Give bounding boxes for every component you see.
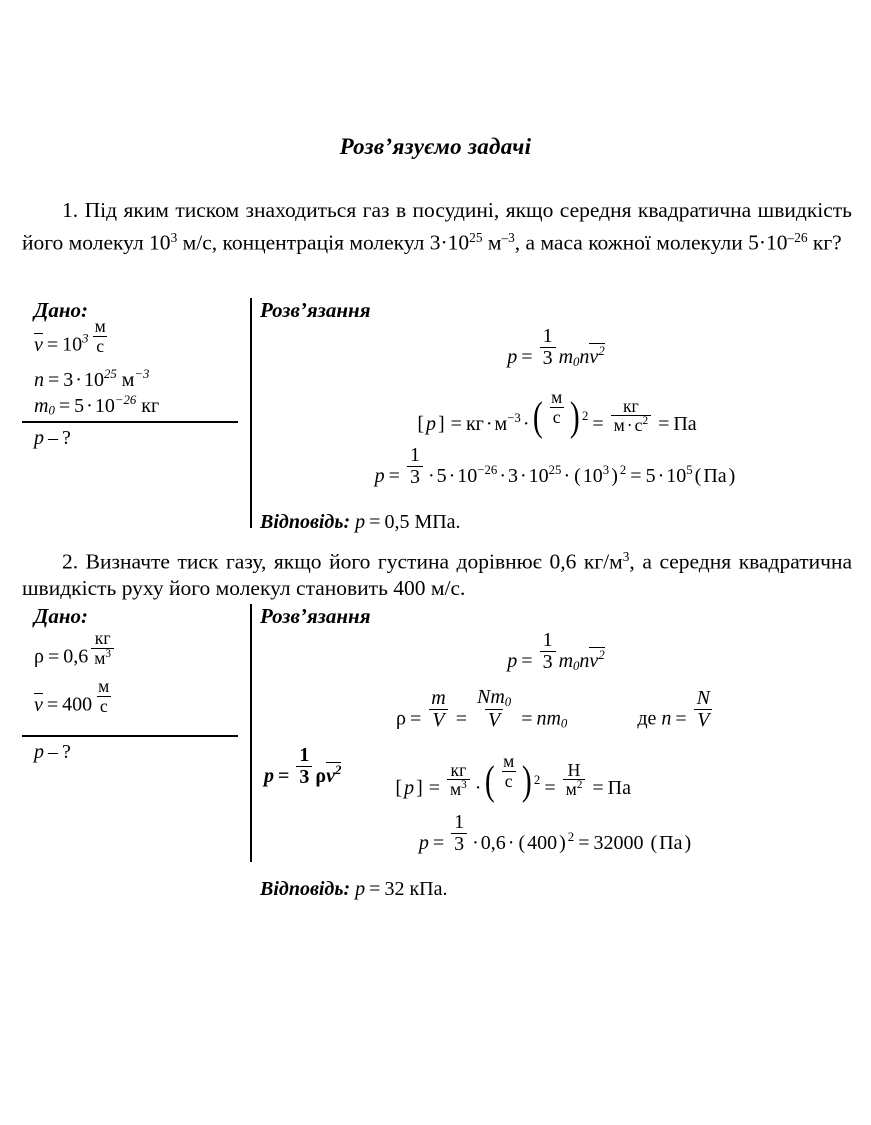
density-symbol: ρ	[395, 707, 406, 730]
paren-open: (	[650, 831, 658, 854]
equals-sign: =	[46, 693, 59, 716]
bracket-close: ]	[416, 777, 423, 800]
pressure-symbol: p	[374, 465, 385, 488]
unit-kilogram: кг	[94, 628, 111, 649]
given-line-velocity	[34, 316, 246, 365]
equals-sign: =	[47, 645, 60, 668]
equals-sign: =	[455, 707, 467, 730]
one-third-fraction	[407, 445, 423, 488]
result-coefficient: 5	[645, 465, 656, 488]
velocity-value: 10	[62, 333, 83, 356]
pressure-symbol: p	[264, 765, 274, 788]
velocity-value: 400	[527, 831, 558, 854]
unit-velocity-group	[531, 387, 589, 440]
formula-density-derivation	[260, 686, 852, 742]
unit-velocity-fraction	[500, 752, 517, 790]
volume-symbol: V	[485, 709, 503, 731]
bracket-open: [	[395, 777, 403, 800]
concentration-coefficient: 3	[507, 465, 518, 488]
paren-open: (	[485, 757, 496, 804]
pressure-symbol: p	[418, 831, 429, 854]
unit-second: с	[550, 407, 564, 426]
one-third-fraction	[540, 630, 556, 673]
unit-kilogram: кг	[465, 413, 484, 435]
given-separator-rule	[22, 735, 238, 737]
answer-label: Відповідь:	[260, 511, 351, 534]
problem-1-text-mid-2: м	[482, 230, 502, 255]
solution-heading: Розв’язання	[260, 604, 371, 628]
unit-meter: м	[94, 647, 106, 668]
concentration-symbol: n	[579, 650, 590, 673]
unit-pascal: Па	[659, 831, 683, 854]
mass-base: 10	[457, 465, 478, 488]
volume-symbol: V	[694, 709, 712, 731]
newton-per-square-meter-fraction	[563, 761, 586, 799]
equals-sign: =	[409, 707, 422, 730]
unit-kilogram: кг	[450, 760, 467, 780]
multiplication-dot: ·	[563, 465, 571, 488]
paren-open: (	[533, 393, 544, 439]
numerator-one: 1	[409, 444, 420, 467]
unit-megapascal: МПа.	[414, 511, 461, 534]
unit-pascal: Па	[673, 413, 697, 435]
number-symbol: N	[696, 686, 711, 709]
equals-sign: =	[46, 333, 59, 356]
equals-sign: =	[630, 465, 642, 488]
unit-result-fraction	[611, 397, 651, 435]
velocity-exponent: 3	[82, 331, 89, 346]
problem-1-solution-block	[22, 298, 852, 534]
denominator-three: 3	[540, 347, 556, 369]
equals-sign: =	[592, 777, 604, 800]
equals-sign: =	[544, 777, 556, 800]
pressure-symbol: p	[404, 777, 415, 800]
problem-1-statement	[22, 197, 852, 256]
unit-second: с	[502, 771, 516, 790]
equals-sign: =	[58, 394, 71, 417]
mass-symbol: m	[34, 394, 49, 417]
concentration-symbol: n	[661, 707, 672, 730]
velocity-symbol: v	[34, 333, 43, 356]
paren-open: (	[574, 465, 581, 488]
paren-open: (	[694, 465, 702, 488]
pressure-symbol: p	[355, 511, 366, 534]
numerator-one: 1	[542, 325, 553, 347]
denominator-three: 3	[540, 651, 556, 673]
page-title: Розв’язуємо задачі	[339, 134, 532, 159]
velocity-square-exponent: 2	[598, 344, 605, 359]
concentration-base: 10	[83, 368, 104, 391]
formula-pressure-definition	[260, 325, 852, 380]
mass-exponent: −26	[477, 463, 498, 478]
square-exponent: 2	[581, 408, 589, 423]
concentration-symbol: n	[579, 346, 590, 369]
solution-heading: Розв’язання	[260, 298, 371, 322]
paren-close: )	[611, 465, 618, 488]
problem-2-text-tail: , а середня квадратична швидкість руху його молекул становить 400 м/с.	[22, 549, 852, 601]
unit-meter: м	[503, 751, 515, 772]
density-value: 0,6	[480, 831, 506, 854]
paren-open: (	[518, 831, 526, 854]
mass-subscript: 0	[573, 658, 580, 673]
equals-sign: =	[369, 877, 381, 900]
formula-pressure-units	[260, 387, 852, 444]
unit-second: с	[97, 696, 111, 715]
unit-kilogram: кг	[622, 395, 639, 416]
multiplication-dot: ·	[507, 831, 515, 854]
problem-2-exp-1: 3	[622, 549, 630, 564]
multiplication-dot: ·	[626, 415, 633, 436]
concentration-base: 10	[528, 465, 549, 488]
equals-sign: =	[521, 707, 533, 730]
answer-number: 0,5	[384, 511, 410, 534]
where-note: де	[637, 707, 657, 730]
problem-2-answer	[260, 878, 852, 901]
formula-pressure-density	[264, 744, 342, 799]
unit-second: с	[634, 415, 643, 436]
pressure-symbol: p	[34, 740, 44, 763]
unit-meter: м	[494, 413, 508, 435]
concentration-exponent: 25	[548, 463, 562, 478]
equals-sign: =	[521, 650, 533, 673]
denominator-three: 3	[296, 766, 312, 788]
multiplication-dot: ·	[472, 831, 479, 854]
one-third-fraction	[540, 326, 556, 369]
velocity-square-exponent: 2	[598, 648, 605, 663]
unit-meter-exponent: −3	[507, 411, 521, 426]
mass-symbol: m	[558, 650, 574, 673]
second-exponent: 2	[642, 415, 649, 428]
given-find-line	[34, 741, 246, 764]
number-times-mass-over-volume-fraction	[474, 687, 514, 731]
velocity-symbol: v	[589, 650, 599, 673]
problem-1-exp-2: 25	[469, 230, 483, 245]
mass-coefficient: 5	[74, 394, 85, 417]
bracket-close: ]	[437, 413, 445, 435]
equals-sign: =	[369, 511, 381, 534]
answer-value	[355, 511, 460, 533]
denominator-three: 3	[407, 466, 423, 488]
result-value: 32000	[593, 831, 644, 854]
unit-meter-second-squared	[611, 415, 651, 434]
pressure-symbol: p	[355, 877, 366, 900]
equals-sign: =	[432, 831, 445, 854]
number-over-volume-fraction	[694, 688, 713, 731]
square-exponent: 2	[567, 829, 575, 844]
mass-exponent: −26	[114, 392, 137, 407]
question-mark: ?	[62, 427, 71, 450]
unit-meter: м	[121, 368, 135, 391]
mass-symbol: m	[546, 707, 561, 730]
velocity-square-exponent: 2	[335, 763, 342, 778]
problem-2-given-column	[34, 604, 246, 764]
multiplication-dot: ·	[427, 465, 435, 488]
problem-1-text-tail: кг?	[807, 230, 842, 255]
unit-kilogram: кг	[141, 394, 160, 417]
velocity-exponent: 3	[602, 463, 610, 478]
multiplication-dot: ·	[485, 413, 493, 435]
paren-close: )	[559, 831, 566, 854]
result-base: 10	[666, 465, 687, 488]
velocity-symbol: v	[326, 765, 335, 788]
concentration-symbol: n	[536, 707, 547, 730]
multiplication-dot: ·	[448, 465, 456, 488]
multiplication-dot: ·	[86, 394, 93, 417]
multiplication-dot: ·	[474, 777, 482, 800]
result-exponent: 5	[686, 463, 693, 478]
pressure-symbol: p	[507, 346, 518, 369]
unit-meter: м	[450, 779, 462, 800]
equals-sign: =	[278, 765, 290, 788]
dash: –	[48, 427, 58, 450]
density-unit-fraction	[91, 629, 114, 667]
unit-meter: м	[94, 316, 106, 337]
one-third-fraction	[451, 812, 467, 855]
equals-sign: =	[48, 368, 60, 391]
problem-2-statement	[22, 543, 852, 602]
concentration-coefficient: 3	[63, 368, 74, 391]
paren-close: )	[522, 757, 533, 804]
equals-sign: =	[675, 707, 687, 730]
density-symbol: ρ	[34, 645, 44, 668]
formula-pressure-definition	[260, 629, 852, 684]
velocity-base: 10	[582, 465, 603, 488]
unit-meter-exponent: −3	[134, 366, 150, 381]
problem-2-work-column	[260, 604, 852, 901]
formula-units-check	[393, 751, 631, 808]
paren-close: )	[684, 831, 692, 854]
unit-cubic-meter	[447, 779, 470, 798]
multiplication-dot: ·	[75, 368, 82, 391]
concentration-exponent: 25	[103, 366, 117, 381]
multiplication-dot: ·	[657, 465, 665, 488]
numerator-one: 1	[542, 629, 553, 651]
numerator-one: 1	[299, 744, 310, 767]
problem-2-solution-block	[22, 604, 852, 900]
number-symbol: N	[476, 686, 491, 708]
formula-pressure-computation	[260, 444, 852, 499]
unit-newton: Н	[567, 760, 581, 780]
answer-value	[355, 878, 447, 900]
unit-pascal: Па	[703, 465, 727, 488]
concentration-symbol: n	[34, 368, 44, 391]
mass-symbol: m	[558, 346, 574, 369]
equals-sign: =	[450, 413, 462, 435]
answer-number: 32	[384, 877, 405, 900]
equals-sign: =	[388, 465, 400, 488]
given-find-line	[34, 427, 246, 450]
multiplication-dot: ·	[522, 413, 530, 435]
paren-close: )	[728, 465, 736, 488]
problem-1-text-lead: 1. Під яким тиском знаходиться газ в посудині, якщо середня квадратична швидкість його молекул 10	[22, 198, 852, 255]
density-value: 0,6	[63, 645, 89, 668]
given-heading: Дано:	[34, 298, 88, 322]
numerator-one: 1	[454, 810, 465, 833]
velocity-unit-fraction	[92, 317, 109, 355]
unit-square-meter	[563, 779, 586, 798]
velocity-value: 400	[62, 693, 93, 716]
mass-symbol: m	[490, 686, 505, 708]
unit-meter: м	[98, 676, 110, 697]
mass-subscript: 0	[48, 403, 55, 418]
velocity-unit-fraction	[95, 677, 112, 715]
unit-second: с	[93, 336, 107, 355]
problem-1-answer	[260, 511, 852, 534]
mass-subscript: 0	[560, 716, 568, 731]
equals-sign: =	[592, 413, 604, 435]
given-separator-rule	[22, 421, 238, 423]
given-line-density	[34, 628, 246, 677]
problem-1-text-mid-3: , а маса кожної молекули 5·10	[514, 230, 788, 255]
equals-sign: =	[658, 413, 670, 435]
equals-sign: =	[521, 346, 533, 369]
square-exponent: 2	[619, 463, 627, 478]
square-exponent: 2	[533, 772, 541, 787]
pressure-symbol: p	[425, 413, 436, 435]
problem-1-exp-4: –26	[787, 230, 808, 245]
equals-sign: =	[428, 777, 441, 800]
unit-velocity-fraction	[548, 388, 565, 426]
unit-meter: м	[551, 387, 563, 408]
density-unit-fraction	[447, 761, 470, 799]
unit-cubic-meter	[91, 648, 114, 667]
problem-1-exp-3: –3	[501, 230, 515, 245]
mass-subscript: 0	[573, 354, 580, 369]
numerator-N-m0	[474, 687, 514, 709]
answer-label: Відповідь:	[260, 877, 351, 900]
question-mark: ?	[62, 740, 71, 763]
one-third-fraction	[296, 745, 312, 788]
problem-1-given-column	[34, 298, 246, 450]
given-line-velocity	[34, 676, 246, 725]
problem-1-work-column	[260, 298, 852, 534]
formula-pressure-density-and-units	[260, 744, 852, 808]
cube-exponent: 3	[105, 647, 112, 660]
cube-exponent: 3	[461, 779, 467, 792]
unit-meter: м	[613, 415, 625, 436]
unit-kilopascal: кПа.	[409, 877, 448, 900]
unit-pascal: Па	[607, 777, 631, 800]
problem-1-text-mid-1: м/с, концентрація молекул 3·10	[177, 230, 470, 255]
given-heading: Дано:	[34, 604, 88, 628]
velocity-symbol: v	[34, 693, 43, 716]
total-mass-symbol: m	[431, 686, 446, 709]
denominator-three: 3	[451, 833, 467, 855]
multiplication-dot: ·	[519, 465, 527, 488]
formula-pressure-computation	[260, 810, 852, 866]
mass-base: 10	[94, 394, 115, 417]
volume-symbol: V	[429, 709, 447, 731]
multiplication-dot: ·	[499, 465, 506, 488]
pressure-symbol: p	[34, 427, 44, 450]
column-divider-rule	[250, 298, 252, 528]
given-line-molecule-mass	[34, 394, 246, 418]
given-line-concentration	[34, 368, 246, 391]
mass-subscript: 0	[504, 694, 512, 709]
pressure-symbol: p	[507, 650, 518, 673]
equals-sign: =	[578, 831, 590, 854]
paren-close: )	[570, 393, 581, 439]
mass-over-volume-fraction	[428, 688, 448, 731]
dash: –	[48, 740, 58, 763]
unit-velocity-group	[483, 751, 541, 804]
unit-meter: м	[565, 779, 577, 800]
square-exponent: 2	[576, 779, 583, 792]
problem-2-text-lead: 2. Визначте тиск газу, якщо його густина дорівнює 0,6 кг/м	[62, 549, 623, 574]
column-divider-rule	[250, 604, 252, 862]
velocity-symbol: v	[589, 346, 599, 369]
mass-coefficient: 5	[436, 465, 447, 488]
problem-1-exp-1: 3	[170, 230, 178, 245]
density-symbol: ρ	[315, 765, 327, 788]
bracket-open: [	[417, 413, 424, 435]
